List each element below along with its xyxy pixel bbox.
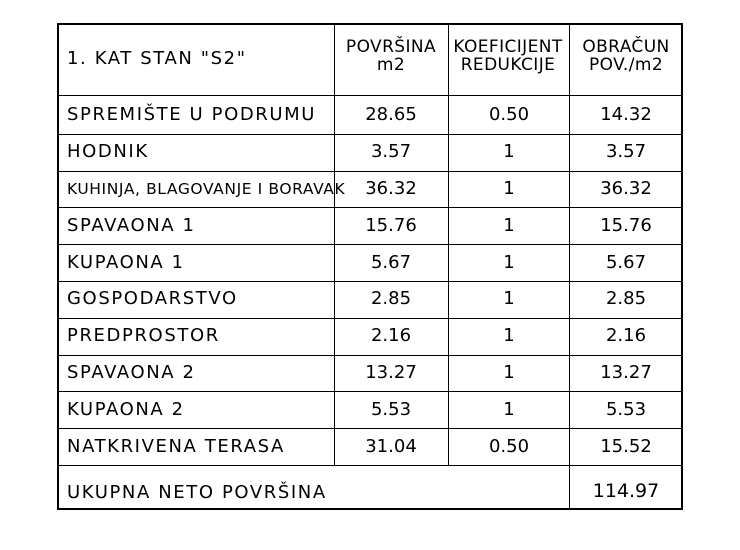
room-area: 15.76: [365, 214, 417, 236]
room-coefficient: 1: [503, 398, 515, 420]
row-divider: [59, 244, 681, 245]
room-area: 2.85: [370, 288, 412, 310]
room-area: 5.67: [370, 251, 412, 273]
column-header-calculation: [571, 38, 681, 74]
divider-header: [59, 95, 681, 96]
total-value: 114.97: [592, 480, 660, 502]
room-calculated-area: 36.32: [600, 177, 652, 199]
area-calculation-table: [57, 23, 683, 510]
table-row: [59, 97, 681, 134]
row-divider: [59, 171, 681, 172]
total-label: UKUPNA NETO POVRŠINA: [67, 482, 327, 503]
table-row: [59, 281, 681, 318]
room-coefficient: 1: [503, 288, 515, 310]
table-title: 1. KAT STAN "S2": [67, 48, 247, 69]
room-calculated-area: 2.16: [605, 325, 647, 347]
room-name: PREDPROSTOR: [67, 325, 220, 347]
room-coefficient: 1: [503, 177, 515, 199]
column-header-calculation-line1: OBRAČUN: [582, 37, 670, 57]
divider-total: [59, 465, 681, 466]
room-coefficient: 1: [503, 251, 515, 273]
table-row: [59, 244, 681, 281]
room-calculated-area: 2.85: [605, 288, 647, 310]
room-area: 3.57: [370, 141, 412, 163]
table-row: [59, 428, 681, 465]
row-divider: [59, 134, 681, 135]
column-divider-3: [569, 25, 570, 508]
row-divider: [59, 428, 681, 429]
row-divider: [59, 391, 681, 392]
room-calculated-area: 13.27: [600, 361, 652, 383]
column-header-area-line1: POVRŠINA: [345, 37, 437, 57]
room-name: HODNIK: [67, 141, 149, 163]
column-header-coefficient-line2: REDUKCIJE: [460, 55, 556, 75]
room-calculated-area: 15.76: [600, 214, 652, 236]
table-row: [59, 318, 681, 355]
row-divider: [59, 318, 681, 319]
room-name: GOSPODARSTVO: [67, 288, 238, 310]
table-row: [59, 391, 681, 428]
table-row: [59, 171, 681, 208]
room-coefficient: 1: [503, 361, 515, 383]
column-divider-1: [334, 25, 335, 465]
column-header-area: [336, 38, 446, 74]
column-header-area-line2: m2: [376, 55, 406, 75]
row-divider: [59, 355, 681, 356]
room-coefficient: 1: [503, 325, 515, 347]
column-header-coefficient: [449, 38, 567, 74]
room-area: 28.65: [365, 104, 417, 126]
table-row: [59, 207, 681, 244]
room-area: 5.53: [370, 398, 412, 420]
room-name: KUPAONA 2: [67, 398, 185, 420]
room-coefficient: 0.50: [488, 435, 530, 457]
room-name: SPREMIŠTE U PODRUMU: [67, 104, 317, 126]
column-divider-2: [448, 25, 449, 465]
room-calculated-area: 5.53: [605, 398, 647, 420]
room-area: 31.04: [365, 435, 417, 457]
room-name: NATKRIVENA TERASA: [67, 435, 285, 457]
row-divider: [59, 207, 681, 208]
room-area: 13.27: [365, 361, 417, 383]
column-header-calculation-line2: POV./m2: [588, 55, 664, 75]
table-row: [59, 355, 681, 392]
room-coefficient: 1: [503, 214, 515, 236]
room-coefficient: 1: [503, 141, 515, 163]
room-calculated-area: 14.32: [600, 104, 652, 126]
row-divider: [59, 281, 681, 282]
room-name: SPAVAONA 1: [67, 214, 196, 236]
room-calculated-area: 5.67: [605, 251, 647, 273]
room-coefficient: 0.50: [488, 104, 530, 126]
room-name: SPAVAONA 2: [67, 361, 196, 383]
room-calculated-area: 3.57: [605, 141, 647, 163]
column-header-coefficient-line1: KOEFICIJENT: [453, 37, 563, 57]
room-area: 36.32: [365, 177, 417, 199]
table-row: [59, 134, 681, 171]
room-area: 2.16: [370, 325, 412, 347]
room-name: KUPAONA 1: [67, 251, 185, 273]
room-calculated-area: 15.52: [600, 435, 652, 457]
room-name: KUHINJA, BLAGOVANJE I BORAVAK: [67, 179, 346, 198]
